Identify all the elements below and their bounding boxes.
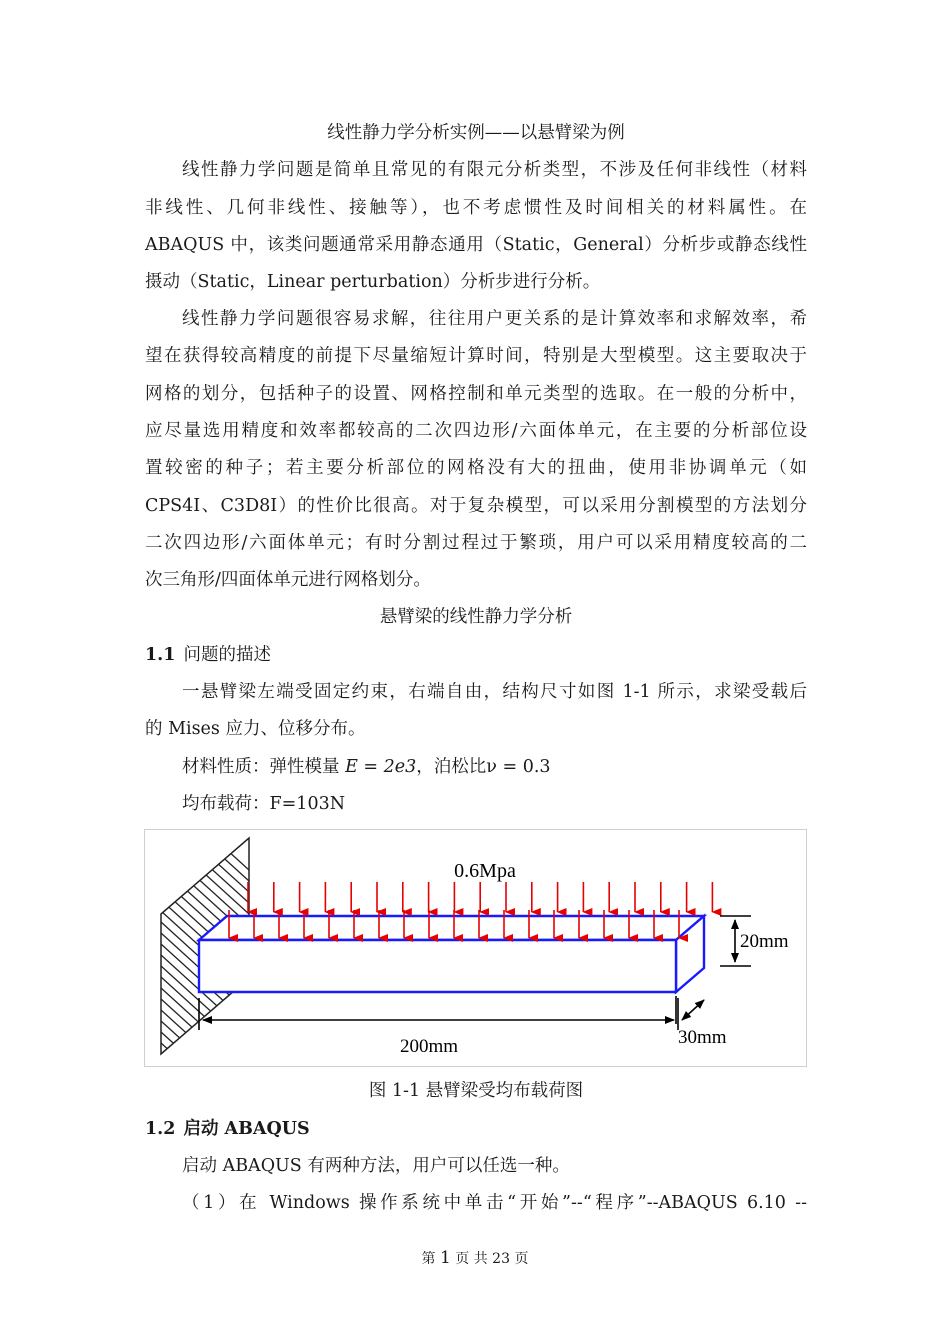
text-line: 的 Mises 应力、位移分布。 [145,719,366,739]
document-title: 线性静力学分析实例——以悬臂梁为例 [327,123,625,143]
text-line: 次三角形/四面体单元进行网格划分。 [145,570,431,590]
heading-number: 1.2 [145,1119,176,1139]
footer-prefix: 第 [421,1251,436,1267]
page-number: 1 [439,1248,451,1268]
material-line [145,755,807,779]
load-line: 均布载荷：F=103N [182,794,346,814]
material-separator: ，泊松比 [416,757,487,777]
text-line: 非线性、几何非线性、接触等），也不考虑惯性及时间相关的材料属性。在 [145,198,807,218]
text-line: 网格的划分，包括种子的设置、网格控制和单元类型的选取。在一般的分析中， [145,384,807,404]
figure-caption: 图 1-1 悬臂梁受均布载荷图 [368,1081,584,1101]
total-pages: 23 [492,1251,510,1267]
text-line: 线性静力学问题是简单且常见的有限元分析类型，不涉及任何非线性（材料 [182,160,807,180]
width-dimension [676,996,704,1024]
heading-start-abaqus [145,1117,807,1141]
heading-text: 问题的描述 [183,645,271,665]
text-line: 线性静力学问题很容易求解，往往用户更关系的是计算效率和求解效率，希 [182,309,807,329]
text-line: ABAQUS 中，该类问题通常采用静态通用（Static，General）分析步或静态线性 [145,235,807,255]
paragraph-start: 启动 ABAQUS 有两种方法，用户可以任选一种。 [182,1156,570,1176]
footer-suffix: 页 [514,1251,529,1267]
poisson-ratio: ν = 0.3 [486,757,551,777]
text-line: 二次四边形/六面体单元；有时分割过程过于繁琐，用户可以采用精度较高的二 [145,533,807,553]
heading-problem [145,643,807,667]
text-line: 应尽量选用精度和效率都较高的二次四边形/六面体单元，在主要的分析部位设 [145,421,807,441]
heading-number: 1.1 [145,645,176,665]
heading-text: 启动 ABAQUS [183,1119,310,1139]
hatch-line [161,1043,249,1066]
text-line: 摄动（Static，Linear perturbation）分析步进行分析。 [145,272,601,292]
paragraph-method-1: （1）在 Windows 操作系统中单击“开始”--“程序”--ABAQUS 6.10 -- [182,1193,807,1213]
length-dimension [199,998,678,1030]
text-line: 望在获得较高精度的前提下尽量缩短计算时间，特别是大型模型。这主要取决于 [145,346,807,366]
load-label: 0.6Mpa [454,860,516,882]
hatch-line [161,1054,249,1066]
material-label: 材料性质：弹性模量 [182,757,346,777]
elastic-modulus: E = 2e3 [345,757,417,777]
text-line: CPS4I、C3D8I）的性价比很高。对于复杂模型，可以采用分割模型的方法划分 [145,496,807,516]
cantilever-diagram [145,830,806,1066]
text-line: 置较密的种子；若主要分析部位的网格没有大的扭曲，使用非协调单元（如 [145,458,807,478]
height-label: 20mm [740,931,789,952]
section-title: 悬臂梁的线性静力学分析 [379,607,573,627]
length-label: 200mm [399,1036,459,1057]
cantilever-figure [144,829,807,1067]
hatch-line [161,1065,249,1066]
footer-mid: 页 共 [455,1251,488,1267]
width-label: 30mm [678,1027,727,1048]
page-footer [0,1248,950,1268]
text-line: 一悬臂梁左端受固定约束，右端自由，结构尺寸如图 1-1 所示，求梁受载后 [182,682,807,702]
